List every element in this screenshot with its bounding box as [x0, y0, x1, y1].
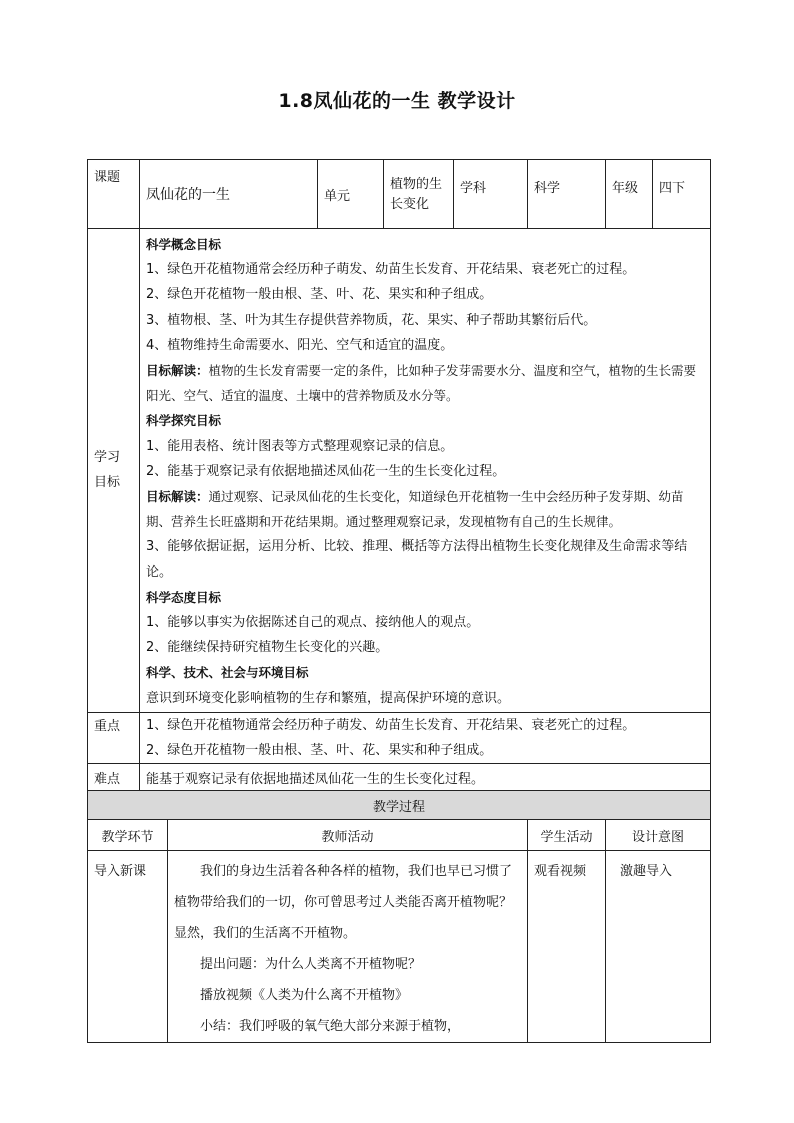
goal-line: 4、植物维持生命需要水、阳光、空气和适宜的温度。	[146, 337, 454, 353]
info-row	[88, 160, 711, 229]
unit-value: 植物的生长变化	[384, 160, 454, 229]
goal-heading-inquiry: 科学探究目标	[146, 413, 222, 429]
goals-content	[140, 229, 711, 713]
process-columns-row	[88, 820, 711, 851]
col-stage: 教学环节	[88, 820, 168, 851]
topic-value: 凤仙花的一生	[140, 160, 318, 229]
document-title: 1.8凤仙花的一生 教学设计	[278, 90, 516, 112]
key-points-content	[140, 712, 711, 763]
goal-interpretation	[146, 484, 704, 534]
goal-interpretation	[146, 358, 704, 408]
goal-line: 3、能够依据证据，运用分析、比较、推理、概括等方法得出植物生长变化规律及生命需求等结论。	[146, 539, 688, 580]
goal-line: 2、绿色开花植物一般由根、茎、叶、花、果实和种子组成。	[146, 287, 493, 303]
key-point-line: 2、绿色开花植物一般由根、茎、叶、花、果实和种子组成。	[146, 743, 493, 759]
process-row	[88, 851, 711, 1043]
goal-line: 意识到环境变化影响植物的生存和繁殖，提高保护环境的意识。	[146, 690, 511, 706]
goals-label	[88, 229, 140, 713]
teacher-paragraph: 我们的身边生活着各种各样的植物，我们也早已习惯了植物带给我们的一切，你可曾思考过人类能否离开植物呢？显然，我们的生活离不开植物。	[174, 864, 513, 942]
difficulty-row	[88, 764, 711, 791]
goal-heading-stse: 科学、技术、社会与环境目标	[146, 665, 309, 681]
interpretation-text: 植物的生长发育需要一定的条件，比如种子发芽需要水分、温度和空气，植物的生长需要阳光、空气、适宜的温度、土壤中的营养物质及水分等。	[146, 363, 697, 404]
subject-label: 学科	[454, 160, 528, 229]
lesson-plan-table	[87, 159, 711, 1043]
interpretation-label: 目标解读：	[146, 489, 209, 505]
key-points-row	[88, 712, 711, 763]
goal-line: 1、绿色开花植物通常会经历种子萌发、幼苗生长发育、开花结果、衰老死亡的过程。	[146, 262, 636, 278]
goal-line: 3、植物根、茎、叶为其生存提供营养物质，花、果实、种子帮助其繁衍后代。	[146, 312, 597, 328]
goal-heading-concept: 科学概念目标	[146, 237, 222, 252]
student-cell: 观看视频	[528, 851, 606, 1043]
goal-line: 2、能基于观察记录有依据地描述凤仙花一生的生长变化过程。	[146, 463, 506, 479]
intent-cell: 激趣导入	[606, 851, 711, 1043]
process-header: 教学过程	[88, 791, 711, 820]
teacher-paragraph: 提出问题：为什么人类离不开植物呢？	[200, 957, 422, 973]
process-header-row	[88, 791, 711, 820]
goal-heading-attitude: 科学态度目标	[146, 589, 222, 605]
col-intent: 设计意图	[606, 820, 711, 851]
unit-label: 单元	[318, 160, 384, 229]
goals-row	[88, 229, 711, 713]
key-point-line: 1、绿色开花植物通常会经历种子萌发、幼苗生长发育、开花结果、衰老死亡的过程。	[146, 717, 636, 733]
goal-line: 1、能用表格、统计图表等方式整理观察记录的信息。	[146, 438, 454, 454]
key-points-label: 重点	[88, 712, 140, 763]
goals-label-text: 学习目标	[94, 450, 121, 491]
col-teacher: 教师活动	[168, 820, 528, 851]
subject-value: 科学	[528, 160, 606, 229]
topic-label: 课题	[88, 160, 140, 229]
interpretation-label: 目标解读：	[146, 363, 209, 379]
goal-line: 2、能继续保持研究植物生长变化的兴趣。	[146, 640, 389, 656]
teacher-cell	[168, 851, 528, 1043]
teacher-paragraph: 播放视频《人类为什么离不开植物》	[200, 988, 409, 1004]
grade-label: 年级	[606, 160, 653, 229]
goal-line: 1、能够以事实为依据陈述自己的观点、接纳他人的观点。	[146, 615, 480, 631]
teacher-paragraph: 小结：我们呼吸的氧气绝大部分来源于植物，	[200, 1019, 461, 1035]
difficulty-text: 能基于观察记录有依据地描述凤仙花一生的生长变化过程。	[140, 764, 711, 791]
stage-cell: 导入新课	[88, 851, 168, 1043]
grade-value: 四下	[653, 160, 711, 229]
difficulty-label: 难点	[88, 764, 140, 791]
col-student: 学生活动	[528, 820, 606, 851]
interpretation-text: 通过观察、记录凤仙花的生长变化，知道绿色开花植物一生中会经历种子发芽期、幼苗期、营养生长旺盛期和开花结果期。通过整理观察记录，发现植物有自己的生长规律。	[146, 489, 684, 530]
